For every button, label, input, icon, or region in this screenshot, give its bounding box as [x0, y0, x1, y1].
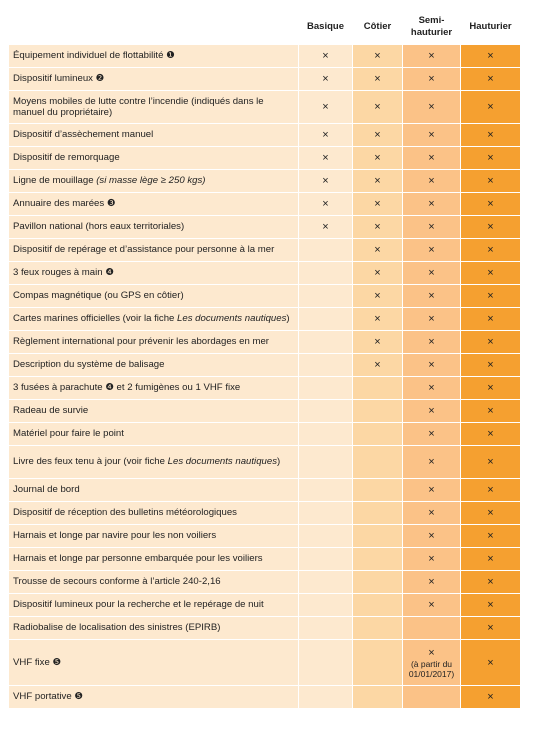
equipment-label: [9, 502, 299, 525]
equipment-label-suffix: ): [277, 456, 281, 468]
cell-basique: [299, 124, 353, 147]
cell-hauturier: [461, 354, 521, 377]
cell-hauturier: [461, 479, 521, 502]
cross-mark-icon: ×: [428, 428, 435, 440]
equipment-label-text: 3 feux rouges à main ❹: [13, 267, 114, 279]
equipment-label-italic: Les documents nautiques: [167, 456, 277, 468]
equipment-label-text: Harnais et longe par navire pour les non voiliers: [13, 530, 217, 542]
cell-hauturier: [461, 400, 521, 423]
table-row: [9, 262, 521, 285]
cell-semi-hauturier: [403, 571, 461, 594]
cell-hauturier: [461, 308, 521, 331]
equipment-label-text: VHF fixe ❺: [13, 656, 62, 668]
equipment-label: [9, 400, 299, 423]
cross-mark-icon: ×: [374, 101, 381, 113]
cell-basique: [299, 400, 353, 423]
table-row: [9, 216, 521, 239]
cross-mark-icon: ×: [374, 244, 381, 256]
cross-mark-icon: ×: [487, 267, 494, 279]
cross-mark-icon: ×: [428, 101, 435, 113]
equipment-label-text: 3 fusées à parachute ❹ et 2 fumigènes ou 1 VHF fixe: [13, 382, 241, 394]
cell-semi-hauturier: [403, 594, 461, 617]
cell-cotier: [353, 686, 403, 709]
cross-mark-icon: ×: [487, 359, 494, 371]
equipment-label-text: Équipement individuel de flottabilité ❶: [13, 50, 175, 62]
cell-cotier: [353, 571, 403, 594]
cross-mark-icon: ×: [487, 101, 494, 113]
equipment-label: [9, 686, 299, 709]
cross-mark-icon: ×: [374, 152, 381, 164]
cell-semi-hauturier: [403, 308, 461, 331]
table-body: [9, 45, 521, 709]
cell-cotier: [353, 91, 403, 124]
cross-mark-icon: ×: [322, 73, 329, 85]
equipment-table-container: [8, 8, 520, 709]
cell-basique: [299, 147, 353, 170]
equipment-label: [9, 423, 299, 446]
cell-semi-hauturier: [403, 216, 461, 239]
cell-basique: [299, 91, 353, 124]
cross-mark-icon: ×: [428, 576, 435, 588]
cell-cotier: [353, 193, 403, 216]
cell-semi-hauturier: [403, 91, 461, 124]
equipment-label: [9, 124, 299, 147]
table-row: [9, 147, 521, 170]
cross-mark-icon: ×: [428, 152, 435, 164]
cell-semi-hauturier: [403, 147, 461, 170]
cross-mark-icon: ×: [374, 198, 381, 210]
cell-hauturier: [461, 377, 521, 400]
cross-mark-icon: ×: [428, 50, 435, 62]
cross-mark-icon: ×: [487, 456, 494, 468]
cross-mark-icon: ×: [487, 175, 494, 187]
cell-hauturier: [461, 170, 521, 193]
equipment-label-text: Règlement international pour prévenir les abordages en mer: [13, 336, 269, 348]
cell-basique: [299, 216, 353, 239]
cross-mark-icon: ×: [374, 267, 381, 279]
cell-semi-hauturier: [403, 686, 461, 709]
equipment-label: [9, 571, 299, 594]
cross-mark-icon: ×: [428, 484, 435, 496]
cell-hauturier: [461, 285, 521, 308]
header-row: [9, 9, 521, 45]
cell-basique: [299, 170, 353, 193]
equipment-label-text: Dispositif lumineux ❷: [13, 73, 105, 85]
cell-basique: [299, 423, 353, 446]
cell-basique: [299, 502, 353, 525]
cross-mark-icon: ×: [374, 336, 381, 348]
table-row: [9, 594, 521, 617]
cell-cotier: [353, 308, 403, 331]
equipment-label-text: Livre des feux tenu à jour (voir fiche: [13, 456, 168, 468]
cross-mark-icon: ×: [487, 553, 494, 565]
cross-mark-icon: ×: [428, 359, 435, 371]
cross-mark-icon: ×: [487, 129, 494, 141]
cell-hauturier: [461, 571, 521, 594]
table-row: [9, 377, 521, 400]
cell-basique: [299, 285, 353, 308]
equipment-label-italic: Les documents nautiques: [177, 313, 287, 325]
equipment-label-text: Pavillon national (hors eaux territoriales): [13, 221, 185, 233]
cell-basique: [299, 45, 353, 68]
equipment-label: [9, 193, 299, 216]
cross-mark-icon: ×: [487, 73, 494, 85]
cross-mark-icon: ×: [428, 599, 435, 611]
cell-semi-hauturier: [403, 446, 461, 479]
cross-mark-icon: ×: [487, 244, 494, 256]
cell-semi-hauturier: [403, 262, 461, 285]
table-row: [9, 285, 521, 308]
equipment-label-text: Dispositif d’assèchement manuel: [13, 129, 154, 141]
cross-mark-icon: ×: [322, 152, 329, 164]
cell-semi-hauturier: [403, 45, 461, 68]
table-row: [9, 400, 521, 423]
equipment-label-suffix: ): [286, 313, 290, 325]
cross-mark-icon: ×: [374, 73, 381, 85]
cell-hauturier: [461, 446, 521, 479]
equipment-label: [9, 285, 299, 308]
cell-cotier: [353, 617, 403, 640]
cell-basique: [299, 354, 353, 377]
cell-hauturier: [461, 548, 521, 571]
cross-mark-icon: ×: [487, 313, 494, 325]
table-row: [9, 446, 521, 479]
cell-cotier: [353, 400, 403, 423]
table-row: [9, 525, 521, 548]
cell-basique: [299, 308, 353, 331]
cross-mark-icon: ×: [487, 599, 494, 611]
equipment-label: [9, 216, 299, 239]
cell-hauturier: [461, 594, 521, 617]
cell-basique: [299, 262, 353, 285]
equipment-label: [9, 377, 299, 400]
header-basique: Basique: [299, 9, 353, 45]
cross-mark-icon: ×: [428, 221, 435, 233]
cross-mark-icon: ×: [428, 267, 435, 279]
table-row: [9, 170, 521, 193]
cell-semi-hauturier: [403, 479, 461, 502]
table-row: [9, 640, 521, 686]
header-cotier: Côtier: [353, 9, 403, 45]
table-row: [9, 548, 521, 571]
cell-cotier: [353, 423, 403, 446]
equipment-label-text: Description du système de balisage: [13, 359, 165, 371]
cross-mark-icon: ×: [487, 484, 494, 496]
cross-mark-icon: ×: [322, 198, 329, 210]
cell-basique: [299, 239, 353, 262]
cross-mark-icon: ×: [487, 405, 494, 417]
cell-cotier: [353, 68, 403, 91]
cell-cotier: [353, 331, 403, 354]
cross-mark-icon: ×: [428, 530, 435, 542]
cell-hauturier: [461, 193, 521, 216]
equipment-label-text: Journal de bord: [13, 484, 80, 496]
cell-cotier: [353, 548, 403, 571]
equipment-label-text: Cartes marines officielles (voir la fiche: [13, 313, 178, 325]
cell-hauturier: [461, 68, 521, 91]
equipment-label: [9, 446, 299, 479]
equipment-label-italic: (si masse lège ≥ 250 kgs): [93, 175, 206, 187]
cross-mark-icon: ×: [322, 129, 329, 141]
cell-cotier: [353, 216, 403, 239]
table-row: [9, 502, 521, 525]
cell-semi-hauturier: [403, 68, 461, 91]
cell-semi-hauturier: [403, 423, 461, 446]
cell-hauturier: [461, 147, 521, 170]
equipment-label-text: Dispositif lumineux pour la recherche et le repérage de nuit: [13, 599, 264, 611]
cross-mark-icon: ×: [487, 428, 494, 440]
cross-mark-icon: ×: [428, 553, 435, 565]
table-row: [9, 423, 521, 446]
cross-mark-icon: ×: [487, 530, 494, 542]
cell-cotier: [353, 262, 403, 285]
cross-mark-icon: ×: [428, 129, 435, 141]
cross-mark-icon: ×: [374, 175, 381, 187]
equipment-label-text: VHF portative ❺: [13, 691, 83, 703]
cell-basique: [299, 640, 353, 686]
cell-basique: [299, 571, 353, 594]
cross-mark-icon: ×: [374, 50, 381, 62]
cross-mark-icon: ×: [428, 382, 435, 394]
cell-basique: [299, 193, 353, 216]
table-row: [9, 308, 521, 331]
equipment-label-text: Matériel pour faire le point: [13, 428, 124, 440]
table-row: [9, 68, 521, 91]
cross-mark-icon: ×: [374, 129, 381, 141]
cross-mark-icon: ×: [428, 336, 435, 348]
cell-hauturier: [461, 239, 521, 262]
cell-cotier: [353, 170, 403, 193]
cell-cotier: [353, 239, 403, 262]
cell-hauturier: [461, 525, 521, 548]
cross-mark-icon: ×: [322, 221, 329, 233]
table-row: [9, 617, 521, 640]
cell-hauturier: [461, 45, 521, 68]
cross-mark-icon: ×: [428, 244, 435, 256]
table-row: [9, 354, 521, 377]
cell-cotier: [353, 594, 403, 617]
cell-cotier: [353, 45, 403, 68]
cell-hauturier: [461, 502, 521, 525]
equipment-label-text: Trousse de secours conforme à l’article 240-2,16: [13, 576, 221, 588]
cell-cotier: [353, 377, 403, 400]
cell-hauturier: [461, 331, 521, 354]
cell-basique: [299, 548, 353, 571]
equipment-label: [9, 594, 299, 617]
cross-mark-icon: ×: [428, 198, 435, 210]
cell-basique: [299, 68, 353, 91]
equipment-label-text: Compas magnétique (ou GPS en côtier): [13, 290, 184, 302]
table-row: [9, 686, 521, 709]
equipment-label: [9, 331, 299, 354]
equipment-label-text: Ligne de mouillage: [13, 175, 94, 187]
cross-mark-icon: ×: [322, 175, 329, 187]
equipment-label-text: Harnais et longe par personne embarquée pour les voiliers: [13, 553, 263, 565]
cross-mark-icon: ×: [428, 73, 435, 85]
cell-hauturier: [461, 640, 521, 686]
cross-mark-icon: ×: [428, 290, 435, 302]
cross-mark-icon: ×: [487, 622, 494, 634]
table-row: [9, 45, 521, 68]
cell-semi-hauturier: [403, 285, 461, 308]
cross-mark-icon: ×: [428, 313, 435, 325]
equipment-label-text: Annuaire des marées ❸: [13, 198, 116, 210]
cell-semi-hauturier: [403, 525, 461, 548]
cell-cotier: [353, 640, 403, 686]
cell-basique: [299, 377, 353, 400]
equipment-label: [9, 239, 299, 262]
cell-basique: [299, 594, 353, 617]
safety-equipment-table: [8, 8, 521, 709]
equipment-label: [9, 170, 299, 193]
table-row: [9, 331, 521, 354]
cell-basique: [299, 479, 353, 502]
header-semi-hauturier: Semi- hauturier: [403, 9, 461, 45]
cross-mark-icon: ×: [487, 382, 494, 394]
cell-basique: [299, 331, 353, 354]
cell-cotier: [353, 446, 403, 479]
cell-semi-hauturier: [403, 617, 461, 640]
cell-basique: [299, 446, 353, 479]
cell-semi-hauturier: [403, 239, 461, 262]
cross-mark-icon: ×: [487, 336, 494, 348]
equipment-label: [9, 147, 299, 170]
cell-cotier: [353, 147, 403, 170]
table-row: [9, 124, 521, 147]
header-empty: [9, 9, 299, 45]
cell-semi-hauturier: [403, 400, 461, 423]
cell-cotier: [353, 479, 403, 502]
cell-hauturier: [461, 91, 521, 124]
cross-mark-icon: ×: [487, 50, 494, 62]
equipment-label-text: Dispositif de repérage et d’assistance pour personne à la mer: [13, 244, 275, 256]
equipment-label: [9, 548, 299, 571]
cell-semi-hauturier: [403, 193, 461, 216]
cross-mark-icon: ×: [428, 456, 435, 468]
cell-semi-hauturier: [403, 124, 461, 147]
cell-hauturier: [461, 262, 521, 285]
cross-mark-icon: ×: [374, 359, 381, 371]
cross-mark-icon: ×: [428, 646, 435, 659]
table-row: [9, 571, 521, 594]
cell-hauturier: [461, 124, 521, 147]
equipment-label: [9, 91, 299, 124]
cell-semi-hauturier: [403, 170, 461, 193]
equipment-label: [9, 640, 299, 686]
cross-mark-icon: ×: [322, 101, 329, 113]
cross-mark-icon: ×: [487, 221, 494, 233]
equipment-label-text: Dispositif de remorquage: [13, 152, 120, 164]
cross-mark-icon: ×: [374, 313, 381, 325]
cell-semi-hauturier: [403, 548, 461, 571]
cell-cotier: [353, 525, 403, 548]
table-row: [9, 91, 521, 124]
date-note: (à partir du 01/01/2017): [408, 658, 455, 679]
equipment-label: [9, 262, 299, 285]
cell-cotier: [353, 354, 403, 377]
cross-mark-icon: ×: [487, 152, 494, 164]
cross-mark-icon: ×: [487, 198, 494, 210]
table-row: [9, 239, 521, 262]
cell-cotier: [353, 285, 403, 308]
equipment-label: [9, 525, 299, 548]
cross-mark-icon: ×: [428, 507, 435, 519]
cross-mark-icon: ×: [428, 175, 435, 187]
cell-hauturier: [461, 686, 521, 709]
equipment-label-text: Radeau de survie: [13, 405, 89, 417]
equipment-label: [9, 308, 299, 331]
cross-mark-icon: ×: [487, 507, 494, 519]
cell-semi-hauturier: [403, 502, 461, 525]
cross-mark-icon: ×: [487, 656, 494, 669]
cell-basique: [299, 525, 353, 548]
equipment-label-text: Radiobalise de localisation des sinistres (EPIRB): [13, 622, 221, 634]
equipment-label: [9, 354, 299, 377]
header-hauturier: Hauturier: [461, 9, 521, 45]
cell-hauturier: [461, 216, 521, 239]
cross-mark-icon: ×: [428, 405, 435, 417]
cell-basique: [299, 686, 353, 709]
cross-mark-icon: ×: [487, 576, 494, 588]
cross-mark-icon: ×: [374, 290, 381, 302]
cross-mark-icon: ×: [487, 691, 494, 703]
cell-basique: [299, 617, 353, 640]
equipment-label: [9, 45, 299, 68]
equipment-label: [9, 617, 299, 640]
table-row: [9, 479, 521, 502]
equipment-label-text: Moyens mobiles de lutte contre l’incendie (indiqués dans le manuel du propriétaire): [13, 95, 264, 118]
cross-mark-icon: ×: [322, 50, 329, 62]
cross-mark-icon: ×: [487, 290, 494, 302]
cell-cotier: [353, 124, 403, 147]
cross-mark-icon: ×: [374, 221, 381, 233]
cell-cotier: [353, 502, 403, 525]
cell-semi-hauturier: [403, 640, 461, 686]
cell-semi-hauturier: [403, 354, 461, 377]
table-row: [9, 193, 521, 216]
cell-semi-hauturier: [403, 377, 461, 400]
cell-hauturier: [461, 617, 521, 640]
cell-hauturier: [461, 423, 521, 446]
equipment-label: [9, 479, 299, 502]
cell-semi-hauturier: [403, 331, 461, 354]
equipment-label-text: Dispositif de réception des bulletins météorologiques: [13, 507, 237, 519]
equipment-label: [9, 68, 299, 91]
